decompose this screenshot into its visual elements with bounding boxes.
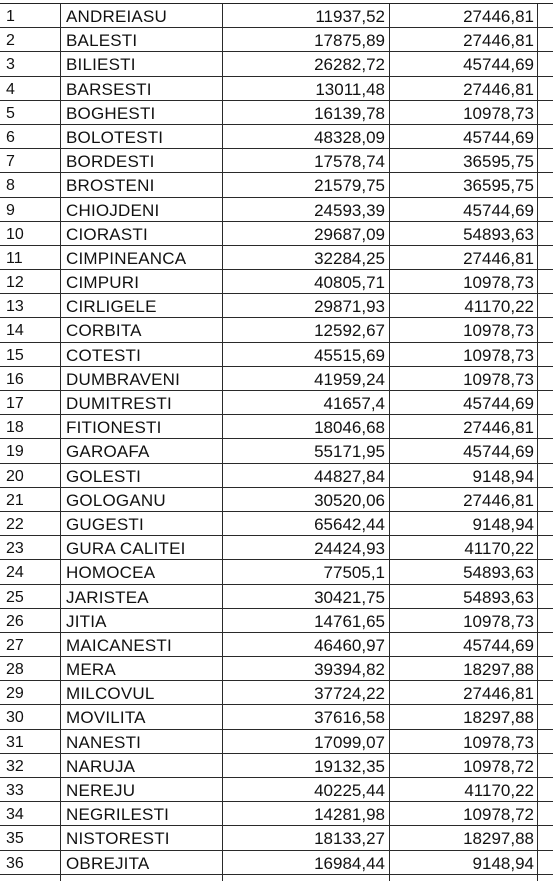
table-row: [0, 149, 553, 173]
table-row: [0, 198, 553, 222]
row-number-cell: 33: [0, 778, 61, 801]
locality-name-cell: CHIOJDENI: [61, 198, 223, 221]
table-row: [0, 391, 553, 415]
value-2-cell: 41170,22: [390, 778, 538, 801]
empty-column-cell: [538, 270, 553, 293]
empty-column-cell: [538, 28, 553, 51]
value-2-cell: 45744,69: [390, 198, 538, 221]
empty-column-cell: [538, 512, 553, 535]
row-number-cell: 31: [0, 730, 61, 753]
row-number-cell: 24: [0, 560, 61, 583]
table-row: [0, 439, 553, 463]
table-row: [0, 367, 553, 391]
table-row: [0, 77, 553, 101]
table-row: [0, 101, 553, 125]
value-1-cell: 41959,24: [223, 367, 390, 390]
value-2-cell: 9148,94: [390, 464, 538, 487]
table-row: [0, 52, 553, 76]
value-1-cell: 32284,25: [223, 246, 390, 269]
value-2-cell: 45744,69: [390, 633, 538, 656]
row-number-cell: 34: [0, 802, 61, 825]
empty-column-cell: [538, 173, 553, 196]
value-2-cell: 27446,81: [390, 488, 538, 511]
empty-column-cell: [538, 222, 553, 245]
empty-column-cell: [538, 536, 553, 559]
value-2-cell: 27446,81: [390, 415, 538, 438]
value-2-cell: 45744,69: [390, 125, 538, 148]
value-2-cell: 10978,73: [390, 367, 538, 390]
value-2-cell: 10978,73: [390, 609, 538, 632]
value-1-cell: 17578,74: [223, 149, 390, 172]
table-row: [0, 343, 553, 367]
value-2-cell: 18297,88: [390, 826, 538, 849]
locality-name-cell: JARISTEA: [61, 585, 223, 608]
row-number-cell: 4: [0, 77, 61, 100]
empty-column-cell: [538, 198, 553, 221]
value-1-cell: 14281,98: [223, 802, 390, 825]
table-row: [0, 270, 553, 294]
table-row: [0, 633, 553, 657]
locality-name-cell: OBREJITA: [61, 851, 223, 874]
value-1-cell: 65642,44: [223, 512, 390, 535]
locality-name-cell: NEGRILESTI: [61, 802, 223, 825]
value-2-cell: 18297,88: [390, 657, 538, 680]
value-1-cell: 77505,1: [223, 560, 390, 583]
value-2-cell: 41170,22: [390, 294, 538, 317]
table-body: [0, 4, 553, 875]
value-1-cell: 30520,06: [223, 488, 390, 511]
row-number-cell: 27: [0, 633, 61, 656]
empty-column-cell: [538, 585, 553, 608]
locality-name-cell: CIORASTI: [61, 222, 223, 245]
empty-column-cell: [538, 367, 553, 390]
locality-name-cell: HOMOCEA: [61, 560, 223, 583]
row-number-cell: 20: [0, 464, 61, 487]
value-2-cell: 10978,73: [390, 318, 538, 341]
locality-name-cell: FITIONESTI: [61, 415, 223, 438]
row-number-cell: 13: [0, 294, 61, 317]
locality-name-cell: GUGESTI: [61, 512, 223, 535]
table-row-cut-off: [0, 874, 553, 881]
table-row: [0, 802, 553, 826]
value-2-cell: 10978,72: [390, 802, 538, 825]
row-number-cell: 25: [0, 585, 61, 608]
row-number-cell: 28: [0, 657, 61, 680]
locality-name-cell: GOLOGANU: [61, 488, 223, 511]
locality-name-cell: CIMPINEANCA: [61, 246, 223, 269]
value-1-cell: 41657,4: [223, 391, 390, 414]
empty-column-cell: [538, 826, 553, 849]
value-2-cell: 10978,73: [390, 270, 538, 293]
value-2-cell: 54893,63: [390, 560, 538, 583]
table-row: [0, 705, 553, 729]
value-2-cell: 27446,81: [390, 246, 538, 269]
table-row: [0, 681, 553, 705]
table-row: [0, 222, 553, 246]
table-row: [0, 318, 553, 342]
empty-column-cell: [538, 657, 553, 680]
table-row: [0, 609, 553, 633]
value-1-cell: 13011,48: [223, 77, 390, 100]
table-row: [0, 125, 553, 149]
locality-name-cell: DUMBRAVENI: [61, 367, 223, 390]
locality-name-cell: GOLESTI: [61, 464, 223, 487]
empty-column-cell: [538, 4, 553, 27]
empty-column-cell: [538, 318, 553, 341]
empty-column-cell: [538, 705, 553, 728]
row-number-cell: 36: [0, 851, 61, 874]
empty-column-cell: [538, 125, 553, 148]
locality-name-cell: MILCOVUL: [61, 681, 223, 704]
value-2-cell: 9148,94: [390, 512, 538, 535]
value-1-cell: 16139,78: [223, 101, 390, 124]
locality-name-cell: CIMPURI: [61, 270, 223, 293]
row-number-cell: 10: [0, 222, 61, 245]
locality-name-cell: NEREJU: [61, 778, 223, 801]
empty-column-cell: [538, 609, 553, 632]
value-1-cell: 40805,71: [223, 270, 390, 293]
row-number-cell: 12: [0, 270, 61, 293]
value-1-cell: 11937,52: [223, 4, 390, 27]
value-1-cell: 30421,75: [223, 585, 390, 608]
empty-column-cell: [538, 802, 553, 825]
row-number-cell: 29: [0, 681, 61, 704]
value-1-cell: 37616,58: [223, 705, 390, 728]
locality-name-cell: MOVILITA: [61, 705, 223, 728]
value-1-cell: 55171,95: [223, 439, 390, 462]
value-1-cell: 48328,09: [223, 125, 390, 148]
empty-column-cell: [538, 439, 553, 462]
value-2-cell: 36595,75: [390, 149, 538, 172]
table-row: [0, 28, 553, 52]
empty-column-cell: [538, 488, 553, 511]
value-1-cell: 26282,72: [223, 52, 390, 75]
locality-name-cell: BILIESTI: [61, 52, 223, 75]
value-2-cell: 27446,81: [390, 77, 538, 100]
table-row: [0, 488, 553, 512]
row-number-cell: 11: [0, 246, 61, 269]
table-row: [0, 173, 553, 197]
locality-name-cell: GAROAFA: [61, 439, 223, 462]
value-2-cell: 10978,73: [390, 343, 538, 366]
empty-column-cell: [538, 246, 553, 269]
value-1-cell: 12592,67: [223, 318, 390, 341]
empty-column-cell: [538, 52, 553, 75]
row-number-cell: 35: [0, 826, 61, 849]
empty-column-cell: [538, 681, 553, 704]
value-1-cell: 14761,65: [223, 609, 390, 632]
value-1-cell: 37724,22: [223, 681, 390, 704]
value-2-cell: 45744,69: [390, 52, 538, 75]
table-row: [0, 4, 553, 28]
table-row: [0, 851, 553, 875]
locality-name-cell: COTESTI: [61, 343, 223, 366]
table-row: [0, 826, 553, 850]
row-number-cell: 7: [0, 149, 61, 172]
row-number-cell: 15: [0, 343, 61, 366]
row-number-cell: 8: [0, 173, 61, 196]
table-row: [0, 464, 553, 488]
empty-column-cell: [538, 778, 553, 801]
value-2-cell: 54893,63: [390, 222, 538, 245]
empty-column-cell: [538, 754, 553, 777]
locality-name-cell: BORDESTI: [61, 149, 223, 172]
table-row: [0, 246, 553, 270]
locality-name-cell: BOGHESTI: [61, 101, 223, 124]
value-2-cell: 45744,69: [390, 391, 538, 414]
value-2-cell: 27446,81: [390, 28, 538, 51]
table-row: [0, 560, 553, 584]
table-row: [0, 754, 553, 778]
value-1-cell: 21579,75: [223, 173, 390, 196]
value-2-cell: 41170,22: [390, 536, 538, 559]
value-1-cell: 17875,89: [223, 28, 390, 51]
value-1-cell: 45515,69: [223, 343, 390, 366]
value-2-cell: 10978,73: [390, 730, 538, 753]
value-1-cell: 29871,93: [223, 294, 390, 317]
row-number-cell: 9: [0, 198, 61, 221]
value-1-cell: 44827,84: [223, 464, 390, 487]
value-2-cell: 27446,81: [390, 681, 538, 704]
table-row: [0, 585, 553, 609]
locality-name-cell: MAICANESTI: [61, 633, 223, 656]
value-1-cell: 18133,27: [223, 826, 390, 849]
row-number-cell: 23: [0, 536, 61, 559]
empty-column-cell: [538, 560, 553, 583]
locality-name-cell: NARUJA: [61, 754, 223, 777]
locality-name-cell: BARSESTI: [61, 77, 223, 100]
row-number-cell: 6: [0, 125, 61, 148]
value-1-cell: 16984,44: [223, 851, 390, 874]
locality-name-cell: BALESTI: [61, 28, 223, 51]
value-2-cell: 10978,73: [390, 101, 538, 124]
value-2-cell: 45744,69: [390, 439, 538, 462]
empty-column-cell: [538, 101, 553, 124]
locality-name-cell: MERA: [61, 657, 223, 680]
locality-name-cell: CORBITA: [61, 318, 223, 341]
locality-name-cell: JITIA: [61, 609, 223, 632]
row-number-cell: 3: [0, 52, 61, 75]
row-number-cell: 19: [0, 439, 61, 462]
row-number-cell: 32: [0, 754, 61, 777]
locality-name-cell: GURA CALITEI: [61, 536, 223, 559]
locality-name-cell: BROSTENI: [61, 173, 223, 196]
row-number-cell: 17: [0, 391, 61, 414]
value-1-cell: 39394,82: [223, 657, 390, 680]
locality-name-cell: NANESTI: [61, 730, 223, 753]
locality-name-cell: DUMITRESTI: [61, 391, 223, 414]
empty-column-cell: [538, 294, 553, 317]
row-number-cell: 30: [0, 705, 61, 728]
value-1-cell: 24593,39: [223, 198, 390, 221]
row-number-cell: 1: [0, 4, 61, 27]
row-number-cell: 14: [0, 318, 61, 341]
value-1-cell: 18046,68: [223, 415, 390, 438]
value-2-cell: 18297,88: [390, 705, 538, 728]
table-row: [0, 294, 553, 318]
value-2-cell: 36595,75: [390, 173, 538, 196]
table-row: [0, 512, 553, 536]
empty-column-cell: [538, 851, 553, 874]
locality-name-cell: BOLOTESTI: [61, 125, 223, 148]
value-1-cell: 40225,44: [223, 778, 390, 801]
table-row: [0, 415, 553, 439]
locality-name-cell: NISTORESTI: [61, 826, 223, 849]
row-number-cell: 22: [0, 512, 61, 535]
empty-column-cell: [538, 730, 553, 753]
value-1-cell: 46460,97: [223, 633, 390, 656]
empty-column-cell: [538, 391, 553, 414]
locality-name-cell: CIRLIGELE: [61, 294, 223, 317]
value-2-cell: 54893,63: [390, 585, 538, 608]
value-2-cell: 27446,81: [390, 4, 538, 27]
value-1-cell: 17099,07: [223, 730, 390, 753]
empty-column-cell: [538, 415, 553, 438]
empty-column-cell: [538, 464, 553, 487]
empty-column-cell: [538, 633, 553, 656]
value-1-cell: 19132,35: [223, 754, 390, 777]
value-1-cell: 29687,09: [223, 222, 390, 245]
value-1-cell: 24424,93: [223, 536, 390, 559]
empty-column-cell: [538, 77, 553, 100]
row-number-cell: 2: [0, 28, 61, 51]
empty-column-cell: [538, 343, 553, 366]
empty-column-cell: [538, 149, 553, 172]
value-2-cell: 10978,72: [390, 754, 538, 777]
row-number-cell: 5: [0, 101, 61, 124]
row-number-cell: 18: [0, 415, 61, 438]
row-number-cell: 26: [0, 609, 61, 632]
table-row: [0, 657, 553, 681]
row-number-cell: 16: [0, 367, 61, 390]
row-number-cell: 21: [0, 488, 61, 511]
locality-name-cell: ANDREIASU: [61, 4, 223, 27]
table-row: [0, 536, 553, 560]
table-row: [0, 778, 553, 802]
value-2-cell: 9148,94: [390, 851, 538, 874]
table-row: [0, 730, 553, 754]
